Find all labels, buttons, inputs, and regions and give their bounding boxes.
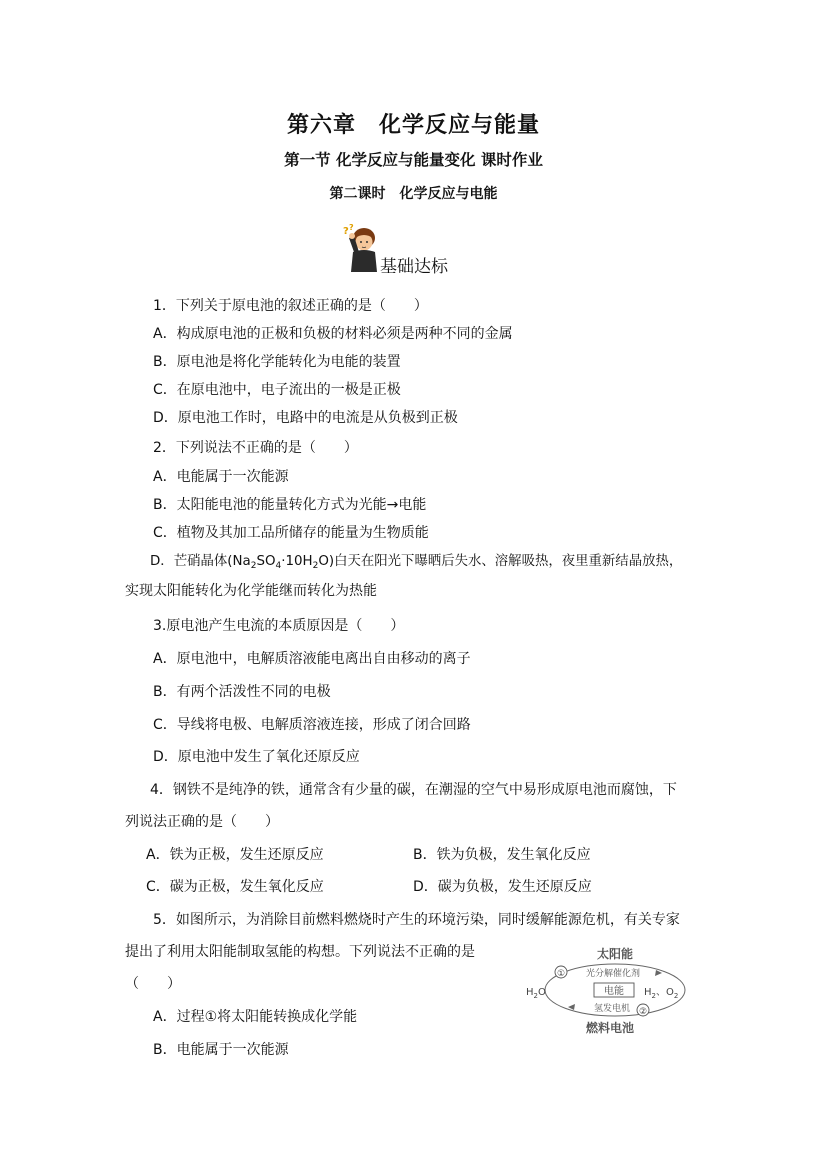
- q4-option-d: D．碳为负极，发生还原反应: [413, 879, 592, 895]
- q5-option-b: B．电能属于一次能源: [153, 1042, 289, 1058]
- solar-hydrogen-cycle-figure: [520, 940, 700, 1036]
- q2-option-d-cont: 实现太阳能转化为化学能继而转化为热能: [125, 583, 377, 599]
- q4-stem-line1: 4．钢铁不是纯净的铁，通常含有少量的碳，在潮湿的空气中易形成原电池而腐蚀，下: [150, 782, 677, 798]
- figure-fuel-cell-label: 燃料电池: [585, 1021, 635, 1035]
- figure-generator-label: 氢发电机: [593, 1004, 631, 1014]
- lesson-title: 第二课时 化学反应与电能: [329, 186, 498, 202]
- q5-answer-paren: （ ）: [125, 976, 181, 992]
- q1-stem: 1．下列关于原电池的叙述正确的是（ ）: [153, 298, 428, 314]
- q5-stem-line1: 5．如图所示，为消除目前燃料燃烧时产生的环境污染，同时缓解能源危机，有关专家: [153, 912, 680, 928]
- section-title: 第一节 化学反应与能量变化 课时作业: [284, 150, 543, 169]
- figure-solar-label: 太阳能: [596, 947, 634, 961]
- figure-gases-label: $H_2$、$O_2$: [644, 987, 679, 1000]
- q3-option-b: B．有两个活泼性不同的电极: [153, 684, 331, 700]
- chapter-title: 第六章 化学反应与能量: [286, 112, 540, 138]
- figure-catalyst-label: 光分解催化剂: [585, 969, 641, 979]
- q2-option-b: B．太阳能电池的能量转化方式为光能→电能: [153, 497, 427, 513]
- q1-option-d: D．原电池工作时，电路中的电流是从负极到正极: [153, 410, 458, 426]
- thinking-boy-icon: [340, 222, 382, 272]
- figure-step1-label: ①: [556, 969, 566, 979]
- q3-option-c: C．导线将电极、电解质溶液连接，形成了闭合回路: [153, 717, 471, 733]
- q4-option-c: C．碳为正极，发生氧化反应: [146, 879, 324, 895]
- q1-option-c: C．在原电池中，电子流出的一极是正极: [153, 382, 401, 398]
- figure-center-label: 电能: [604, 986, 624, 997]
- q1-option-b: B．原电池是将化学能转化为电能的装置: [153, 354, 401, 370]
- q2-stem: 2．下列说法不正确的是（ ）: [153, 440, 358, 456]
- q2-option-d: D．芒硝晶体$(Na_2SO_4\cdot 10H_2O)$白天在阳光下曝晒后失水、溶解吸热，夜里重新结晶放热，: [150, 554, 683, 571]
- q3-option-a: A．原电池中，电解质溶液能电离出自由移动的离子: [153, 651, 471, 667]
- svg-text:?: ?: [343, 226, 349, 237]
- q4-option-b: B．铁为负极，发生氧化反应: [413, 847, 591, 863]
- q3-stem: 3.原电池产生电流的本质原因是（ ）: [153, 618, 405, 634]
- q2-option-c: C．植物及其加工品所储存的能量为生物质能: [153, 525, 429, 541]
- figure-step2-label: ②: [638, 1007, 648, 1017]
- q4-option-a: A．铁为正极，发生还原反应: [146, 847, 324, 863]
- figure-water-label: $H_2O$: [526, 987, 546, 1000]
- q3-option-d: D．原电池中发生了氧化还原反应: [153, 749, 360, 765]
- svg-text:?: ?: [349, 223, 354, 232]
- section-label: 基础达标: [380, 257, 448, 277]
- q4-stem-line2: 列说法正确的是（ ）: [125, 814, 279, 830]
- q2-option-a: A．电能属于一次能源: [153, 469, 289, 485]
- q5-stem-line2: 提出了利用太阳能制取氢能的构想。下列说法不正确的是: [125, 944, 475, 960]
- q1-option-a: A．构成原电池的正极和负极的材料必须是两种不同的金属: [153, 326, 513, 342]
- q5-option-a: A．过程①将太阳能转换成化学能: [153, 1009, 358, 1025]
